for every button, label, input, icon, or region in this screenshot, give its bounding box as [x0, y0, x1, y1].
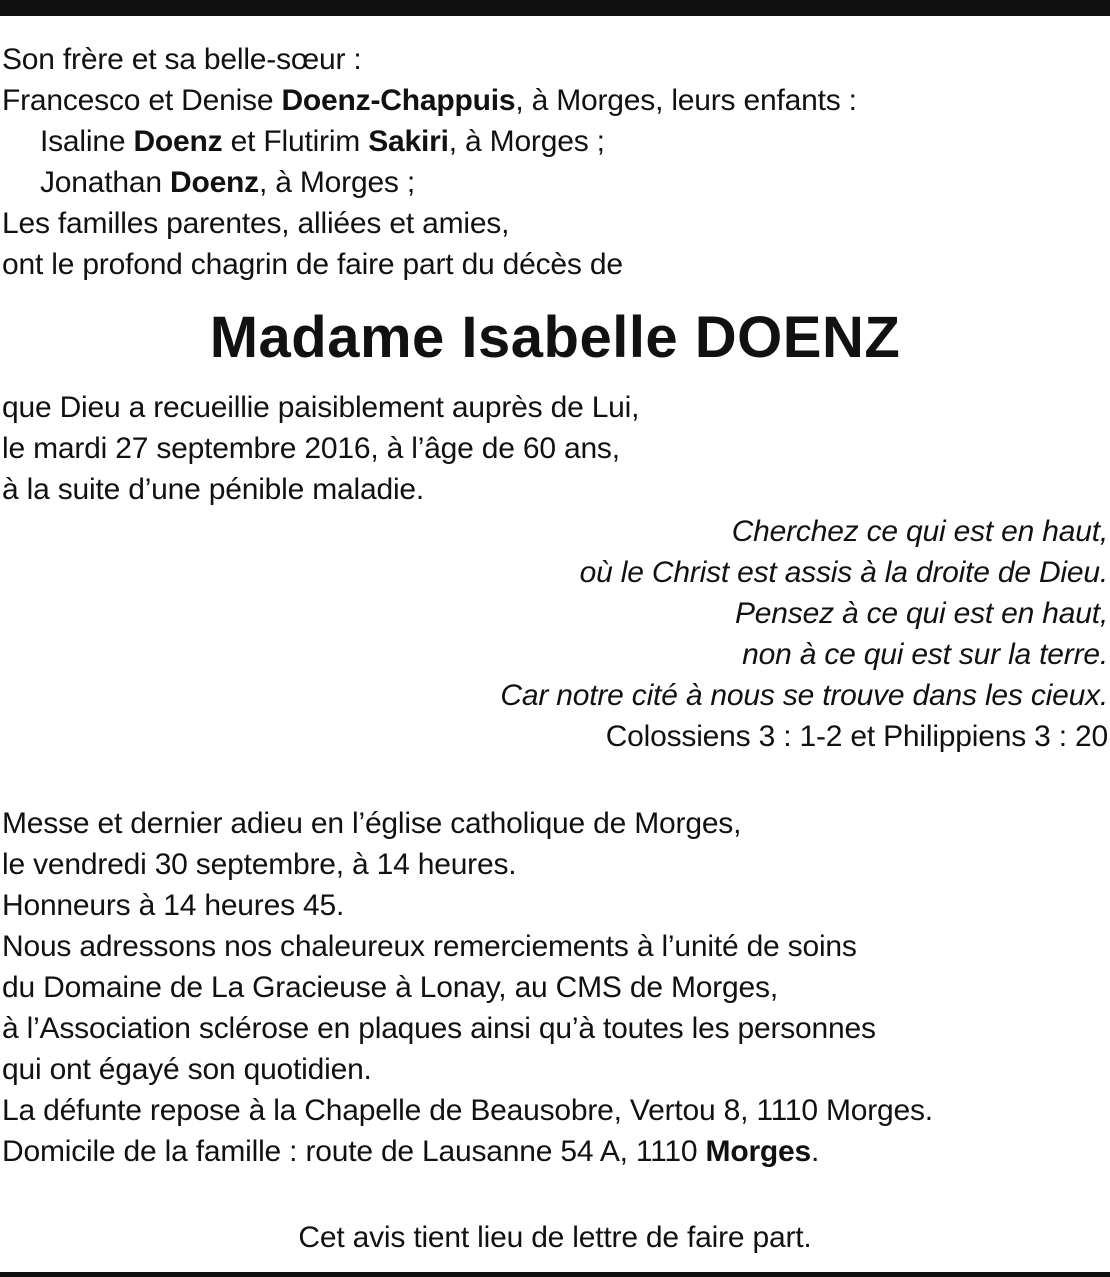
thanks-line-4: qui ont égayé son quotidien. — [2, 1053, 372, 1086]
verse-line-5: Car notre cité à nous se trouve dans les cieux. — [500, 679, 1108, 712]
surname-doenz: Doenz — [169, 166, 259, 199]
death-line-3: à la suite d’une pénible maladie. — [2, 473, 425, 506]
verse-line-1: Cherchez ce qui est en haut, — [731, 515, 1108, 548]
text: , à Morges, leurs enfants : — [515, 84, 857, 117]
death-line-1: que Dieu a recueillie paisiblement auprès de Lui, — [2, 391, 640, 424]
text: , à Morges ; — [448, 125, 605, 158]
surname-sakiri: Sakiri — [368, 125, 449, 158]
intro-line-2 — [2, 81, 857, 121]
bottom-rule — [0, 1272, 1110, 1277]
death-line-2: le mardi 27 septembre 2016, à l’âge de 60 ans, — [2, 432, 620, 465]
intro-line-4 — [40, 163, 415, 203]
surname-doenz: Doenz — [133, 125, 223, 158]
text: Jonathan — [40, 166, 170, 199]
city-morges: Morges — [705, 1135, 812, 1168]
ceremony-line-2: le vendredi 30 septembre, à 14 heures. — [2, 848, 517, 881]
ceremony-line-3: Honneurs à 14 heures 45. — [2, 889, 345, 922]
text: et Flutirim — [222, 125, 369, 158]
footer-note: Cet avis tient lieu de lettre de faire part. — [298, 1221, 812, 1254]
text: Domicile de la famille : route de Lausanne 54 A, 1110 — [2, 1135, 706, 1168]
repose-line: La défunte repose à la Chapelle de Beausobre, Vertou 8, 1110 Morges. — [2, 1094, 933, 1127]
surname-doenz-chappuis: Doenz-Chappuis — [281, 84, 516, 117]
thanks-line-1: Nous adressons nos chaleureux remerciements à l’unité de soins — [2, 930, 857, 963]
verse-reference: Colossiens 3 : 1-2 et Philippiens 3 : 20 — [605, 720, 1108, 753]
intro-line-1: Son frère et sa belle-sœur : — [2, 43, 362, 76]
top-rule — [0, 0, 1110, 16]
verse-line-4: non à ce qui est sur la terre. — [742, 638, 1108, 671]
intro-line-5: Les familles parentes, alliées et amies, — [2, 207, 510, 240]
thanks-line-2: du Domaine de La Gracieuse à Lonay, au CMS de Morges, — [2, 971, 778, 1004]
intro-line-3 — [40, 122, 605, 162]
text: Isaline — [40, 125, 134, 158]
text: Francesco et Denise — [2, 84, 282, 117]
thanks-line-3: à l’Association sclérose en plaques ainsi qu’à toutes les personnes — [2, 1012, 876, 1045]
text: , à Morges ; — [259, 166, 415, 199]
verse-line-2: où le Christ est assis à la droite de Dieu. — [579, 556, 1108, 589]
verse-line-3: Pensez à ce qui est en haut, — [735, 597, 1108, 630]
text: . — [811, 1135, 820, 1168]
ceremony-line-1: Messe et dernier adieu en l’église catholique de Morges, — [2, 807, 742, 840]
deceased-name: Madame Isabelle DOENZ — [209, 305, 901, 370]
address-line — [2, 1132, 819, 1172]
intro-line-6: ont le profond chagrin de faire part du décès de — [2, 248, 623, 281]
